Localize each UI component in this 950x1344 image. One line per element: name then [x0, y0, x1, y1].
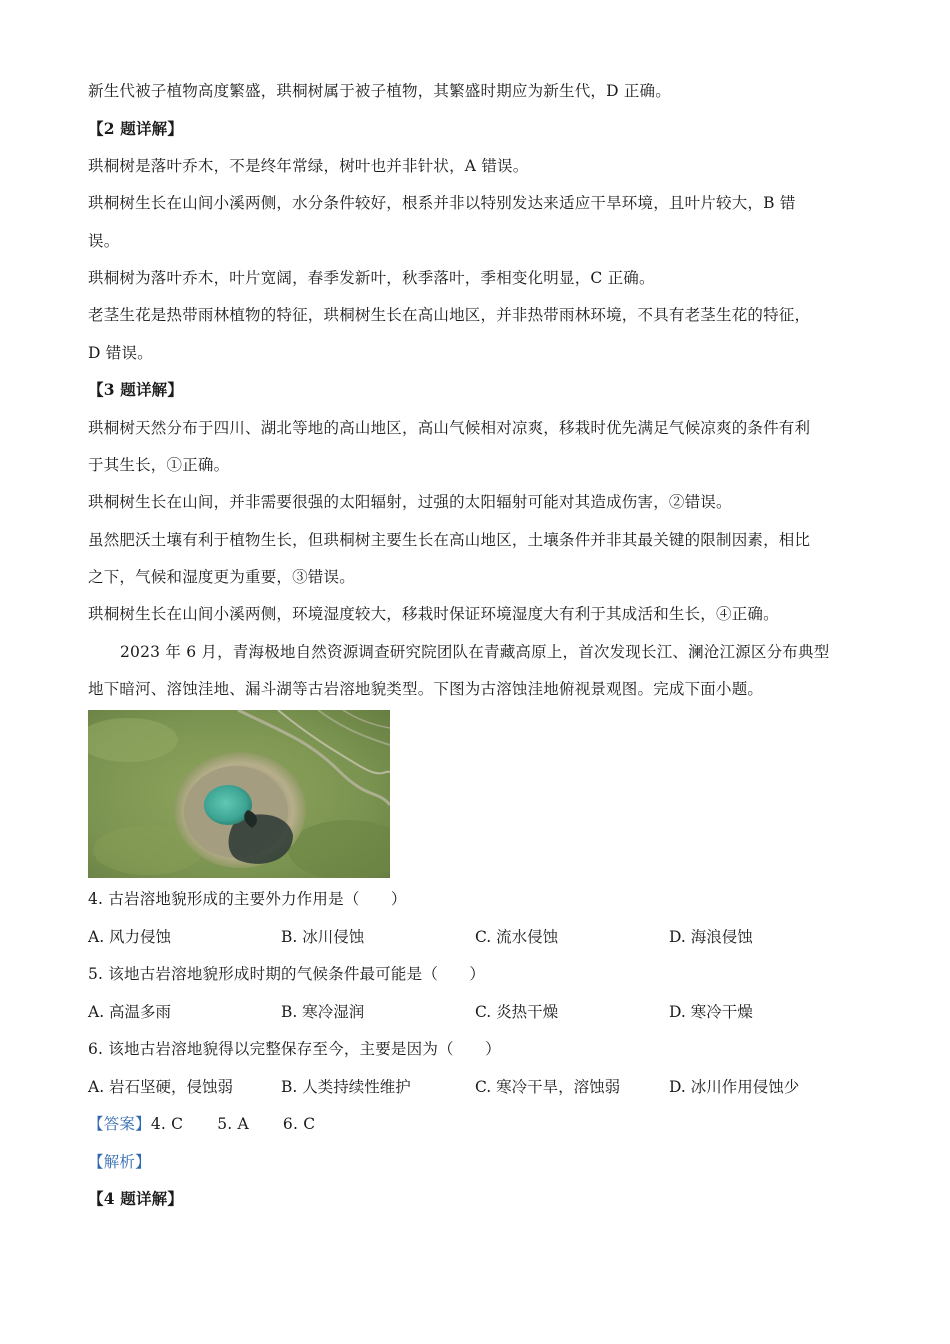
text-line: 之下，气候和湿度更为重要，③错误。	[88, 568, 355, 586]
question-4-option-b: B. 冰川侵蚀	[281, 928, 365, 946]
passage-line: 2023 年 6 月，青海极地自然资源调查研究院团队在青藏高原上，首次发现长江、澜沧江源区分布典型	[120, 643, 830, 661]
question-6-option-b: B. 人类持续性维护	[281, 1078, 411, 1096]
text-line: 于其生长，①正确。	[88, 456, 230, 474]
answer-item: 4. C	[150, 1115, 184, 1133]
text-line: 珙桐树为落叶乔木，叶片宽阔，春季发新叶，秋季落叶，季相变化明显，C 正确。	[88, 269, 655, 287]
text-line: 珙桐树生长在山间小溪两侧，环境湿度较大，移栽时保证环境湿度大有利于其成活和生长，④正确。	[88, 605, 779, 623]
analysis-tag: 【解析】	[88, 1153, 151, 1171]
question-5-option-b: B. 寒冷湿润	[281, 1003, 365, 1021]
question-5-option-c: C. 炎热干燥	[475, 1003, 559, 1021]
question-5-option-d: D. 寒冷干燥	[669, 1003, 753, 1021]
text-line: 珙桐树天然分布于四川、湖北等地的高山地区，高山气候相对凉爽，移栽时优先满足气候凉爽的条件有利	[88, 419, 811, 437]
answer-line	[88, 1114, 349, 1134]
question-4-option-c: C. 流水侵蚀	[475, 928, 559, 946]
question-6-stem: 6. 该地古岩溶地貌得以完整保存至今，主要是因为（ ）	[88, 1040, 501, 1058]
text-line: 珙桐树生长在山间，并非需要很强的太阳辐射，过强的太阳辐射可能对其造成伤害，②错误。	[88, 493, 732, 511]
question-6-option-c: C. 寒冷干旱，溶蚀弱	[475, 1078, 621, 1096]
karst-depression-photo	[88, 710, 390, 878]
passage-line: 地下暗河、溶蚀洼地、漏斗湖等古岩溶地貌类型。下图为古溶蚀洼地俯视景观图。完成下面小题。	[88, 680, 764, 698]
question-6-option-d: D. 冰川作用侵蚀少	[669, 1078, 800, 1096]
section-heading-3: 【3 题详解】	[88, 380, 184, 399]
question-4-option-d: D. 海浪侵蚀	[669, 928, 753, 946]
section-heading-4: 【4 题详解】	[88, 1189, 184, 1208]
question-5-option-a: A. 高温多雨	[88, 1003, 172, 1021]
question-4-option-a: A. 风力侵蚀	[88, 928, 172, 946]
text-line: 虽然肥沃土壤有利于植物生长，但珙桐树主要生长在高山地区，土壤条件并非其最关键的限制因素，相比	[88, 531, 811, 549]
text-line: 老茎生花是热带雨林植物的特征，珙桐树生长在高山地区，并非热带雨林环境，不具有老茎生花的特征，	[88, 306, 811, 324]
answer-tag: 【答案】	[88, 1115, 151, 1133]
text-line: 珙桐树是落叶乔木，不是终年常绿，树叶也并非针状，A 错误。	[88, 157, 529, 175]
text-line: D 错误。	[88, 344, 153, 362]
text-line: 误。	[88, 232, 120, 250]
answer-item: 6. C	[282, 1115, 316, 1133]
text-line: 珙桐树生长在山间小溪两侧，水分条件较好，根系并非以特别发达来适应干旱环境，且叶片较大，B 错	[88, 194, 796, 212]
question-5-stem: 5. 该地古岩溶地貌形成时期的气候条件最可能是（ ）	[88, 965, 486, 983]
question-6-option-a: A. 岩石坚硬，侵蚀弱	[88, 1078, 234, 1096]
section-heading-2: 【2 题详解】	[88, 119, 184, 138]
answer-item: 5. A	[217, 1115, 249, 1133]
question-4-stem: 4. 古岩溶地貌形成的主要外力作用是（ ）	[88, 890, 407, 908]
text-line: 新生代被子植物高度繁盛，珙桐树属于被子植物，其繁盛时期应为新生代，D 正确。	[88, 82, 671, 100]
